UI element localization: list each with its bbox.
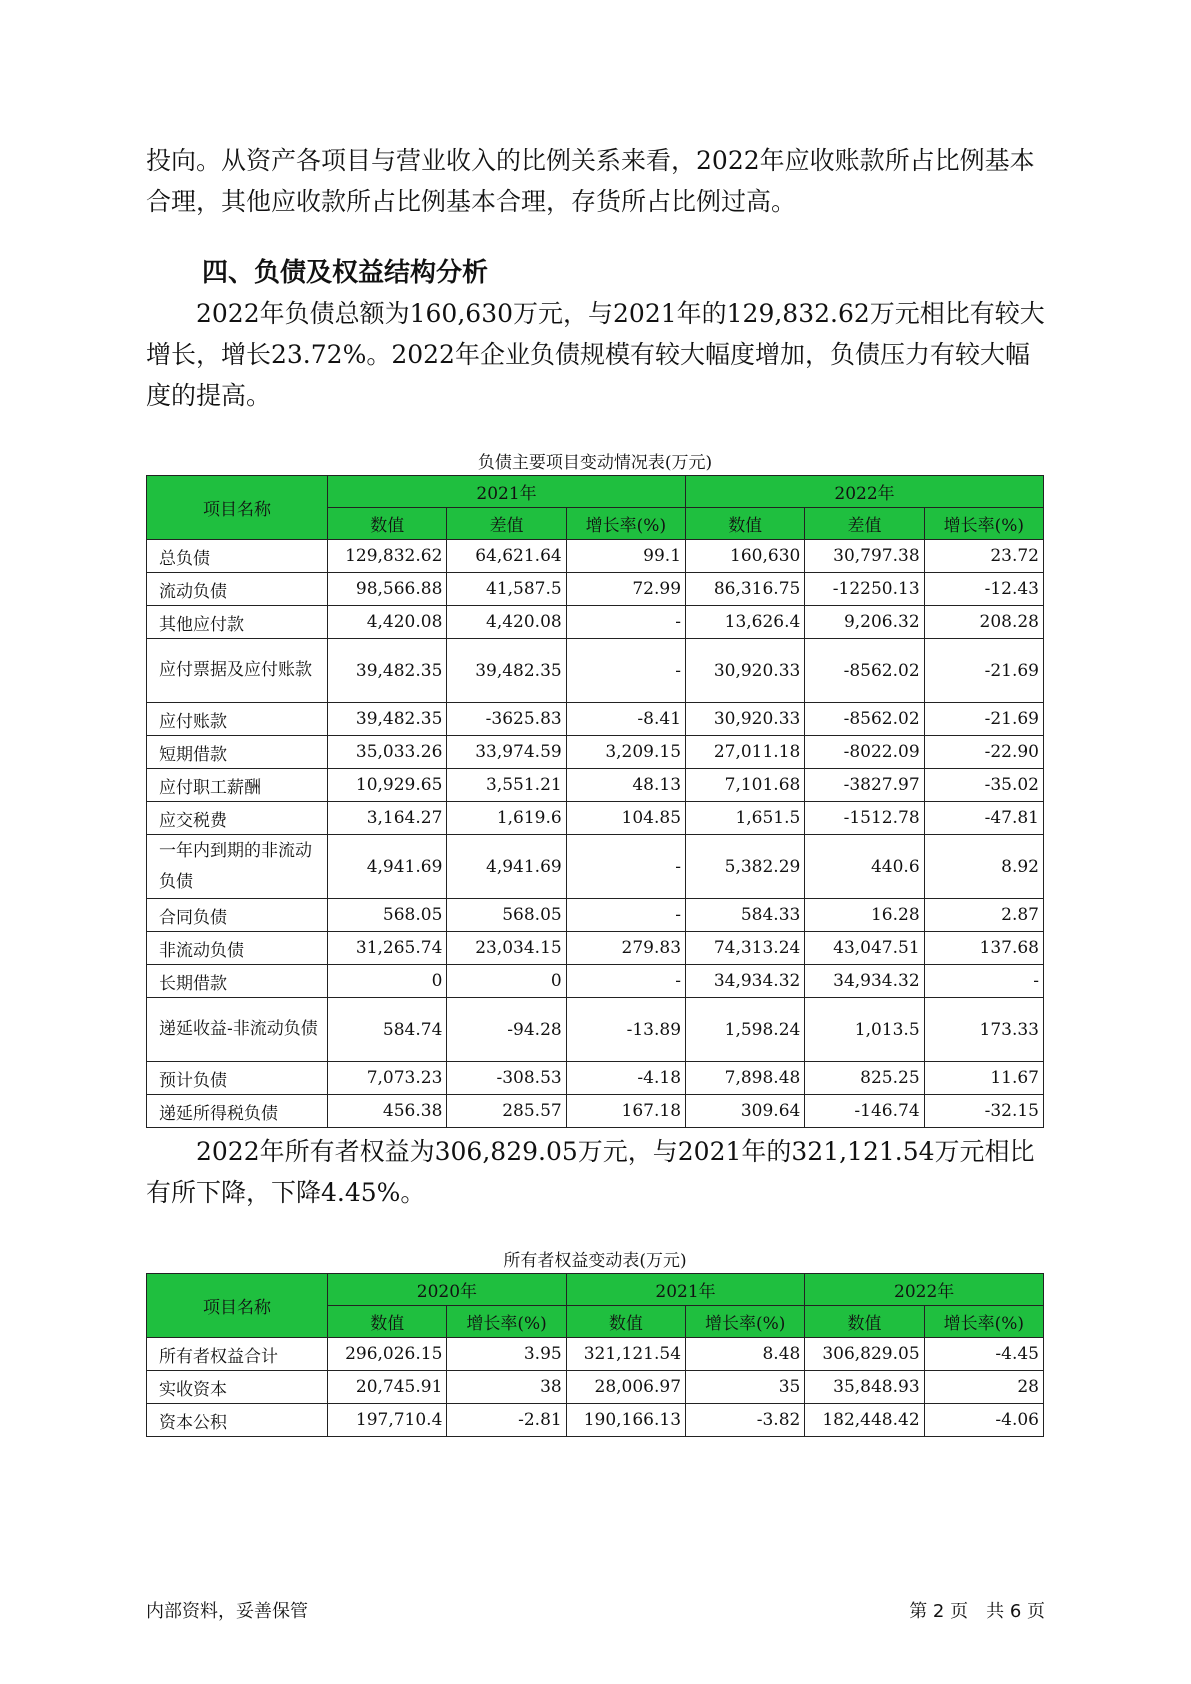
equity-sub-header: 增长率(%)	[924, 1306, 1043, 1338]
equity-year-header: 2020年	[328, 1274, 567, 1306]
liability-table-cell: 309.64	[686, 1095, 805, 1128]
equity-table-cell: 296,026.15	[328, 1338, 447, 1371]
footer-page-number: 第 2 页 共 6 页	[909, 1601, 1045, 1622]
liability-table-cell: 98,566.88	[328, 573, 447, 606]
equity-table-body	[147, 1338, 1044, 1437]
equity-table-cell: -4.06	[924, 1404, 1043, 1437]
equity-table-row	[147, 1338, 1044, 1371]
equity-table-row-name: 资本公积	[147, 1404, 328, 1437]
liability-table-row	[147, 639, 1044, 703]
liability-table-cell: -	[566, 965, 685, 998]
liability-table-row	[147, 573, 1044, 606]
equity-table-row	[147, 1404, 1044, 1437]
equity-name-header: 项目名称	[147, 1274, 328, 1338]
liability-table-row-name: 总负债	[147, 540, 328, 573]
equity-sub-header: 数值	[805, 1306, 924, 1338]
equity-table-cell: -3.82	[686, 1404, 805, 1437]
liability-table-cell: 5,382.29	[686, 835, 805, 899]
liability-table-cell: -	[566, 899, 685, 932]
liability-table-cell: 1,598.24	[686, 998, 805, 1062]
liability-table-cell: 9,206.32	[805, 606, 924, 639]
liability-table-cell: -47.81	[924, 802, 1043, 835]
liability-table-cell: 7,101.68	[686, 769, 805, 802]
liability-table-row-name: 短期借款	[147, 736, 328, 769]
liability-table-cell: 23.72	[924, 540, 1043, 573]
liability-table-cell: 4,941.69	[447, 835, 566, 899]
liability-table-row-name: 应付账款	[147, 703, 328, 736]
liability-table-row-name: 流动负债	[147, 573, 328, 606]
liability-table-cell: 0	[447, 965, 566, 998]
liability-table-cell: -13.89	[566, 998, 685, 1062]
liability-table-cell: 129,832.62	[328, 540, 447, 573]
liability-table-row	[147, 1062, 1044, 1095]
liability-table-cell: 3,164.27	[328, 802, 447, 835]
equity-sub-header: 数值	[328, 1306, 447, 1338]
liability-table-row	[147, 540, 1044, 573]
liability-table-row-name: 递延收益-非流动负债	[147, 998, 328, 1062]
liability-table-cell: 2.87	[924, 899, 1043, 932]
liability-table-cell: 48.13	[566, 769, 685, 802]
liability-table-cell: -	[566, 835, 685, 899]
liability-table-cell: 279.83	[566, 932, 685, 965]
liability-sub-header: 数值	[686, 508, 805, 540]
liability-table-cell: 30,920.33	[686, 703, 805, 736]
liability-sub-header: 增长率(%)	[566, 508, 685, 540]
liability-table-row	[147, 932, 1044, 965]
liability-table-row-name: 应付票据及应付账款	[147, 639, 328, 703]
liability-table-cell: -21.69	[924, 703, 1043, 736]
liability-table-cell: 41,587.5	[447, 573, 566, 606]
liability-table-cell: 7,073.23	[328, 1062, 447, 1095]
liability-table-cell: 137.68	[924, 932, 1043, 965]
liability-table-cell: -1512.78	[805, 802, 924, 835]
liability-name-header: 项目名称	[147, 476, 328, 540]
equity-table-cell: 35	[686, 1371, 805, 1404]
liability-table-cell: 30,797.38	[805, 540, 924, 573]
equity-table-cell: -2.81	[447, 1404, 566, 1437]
liability-table-cell: -8.41	[566, 703, 685, 736]
equity-table-cell: 28	[924, 1371, 1043, 1404]
liability-table-cell: -8022.09	[805, 736, 924, 769]
liability-table-row	[147, 965, 1044, 998]
liability-table-cell: -94.28	[447, 998, 566, 1062]
equity-table-cell: 35,848.93	[805, 1371, 924, 1404]
equity-paragraph: 2022年所有者权益为306,829.05万元，与2021年的321,121.54万元相比有所下降，下降4.45%。	[146, 1137, 1035, 1207]
liability-table-cell: 30,920.33	[686, 639, 805, 703]
liability-table-caption: 负债主要项目变动情况表(万元)	[477, 453, 713, 473]
liability-table-row	[147, 802, 1044, 835]
equity-table-cell: -4.45	[924, 1338, 1043, 1371]
liability-table-cell: 167.18	[566, 1095, 685, 1128]
liability-table-cell: 456.38	[328, 1095, 447, 1128]
equity-table-cell: 3.95	[447, 1338, 566, 1371]
liability-table-cell: -22.90	[924, 736, 1043, 769]
liability-table-cell: 4,941.69	[328, 835, 447, 899]
liability-table-cell: 825.25	[805, 1062, 924, 1095]
equity-sub-header: 数值	[566, 1306, 685, 1338]
liability-table-cell: 173.33	[924, 998, 1043, 1062]
liability-table-row-name: 长期借款	[147, 965, 328, 998]
equity-year-header: 2021年	[566, 1274, 805, 1306]
equity-table-cell: 20,745.91	[328, 1371, 447, 1404]
liability-table-cell: -	[924, 965, 1043, 998]
liability-table-cell: 0	[328, 965, 447, 998]
liability-table-row	[147, 736, 1044, 769]
liability-table-cell: 3,551.21	[447, 769, 566, 802]
liability-table-row	[147, 899, 1044, 932]
equity-table-row	[147, 1371, 1044, 1404]
liability-table-body	[147, 540, 1044, 1128]
liability-table-cell: -8562.02	[805, 639, 924, 703]
liability-table-cell: 27,011.18	[686, 736, 805, 769]
liability-table-cell: 568.05	[447, 899, 566, 932]
liability-table-row-name: 一年内到期的非流动负债	[147, 835, 328, 899]
liability-table	[146, 475, 1044, 1128]
liability-table-cell: -32.15	[924, 1095, 1043, 1128]
liability-table-cell: 584.33	[686, 899, 805, 932]
liability-year-header: 2022年	[686, 476, 1044, 508]
liability-table-cell: 7,898.48	[686, 1062, 805, 1095]
liability-table-cell: 584.74	[328, 998, 447, 1062]
liability-table-cell: 39,482.35	[328, 703, 447, 736]
equity-table-cell: 28,006.97	[566, 1371, 685, 1404]
liability-table-cell: 13,626.4	[686, 606, 805, 639]
liability-table-row-name: 合同负债	[147, 899, 328, 932]
equity-table-caption: 所有者权益变动表(万元)	[503, 1251, 687, 1271]
liability-year-header: 2021年	[328, 476, 686, 508]
liability-table-cell: 1,013.5	[805, 998, 924, 1062]
section-heading: 四、负债及权益结构分析	[202, 258, 489, 288]
liability-table-cell: -8562.02	[805, 703, 924, 736]
liability-table-cell: -146.74	[805, 1095, 924, 1128]
equity-table-cell: 197,710.4	[328, 1404, 447, 1437]
liability-table-row	[147, 769, 1044, 802]
liability-table-cell: 11.67	[924, 1062, 1043, 1095]
liability-table-row	[147, 606, 1044, 639]
liability-table-cell: 23,034.15	[447, 932, 566, 965]
liability-table-cell: 1,619.6	[447, 802, 566, 835]
liability-table-row-name: 应付职工薪酬	[147, 769, 328, 802]
liability-table-cell: 4,420.08	[328, 606, 447, 639]
liability-table-row	[147, 703, 1044, 736]
liability-table-cell: 285.57	[447, 1095, 566, 1128]
liability-table-cell: -12250.13	[805, 573, 924, 606]
liability-table-cell: -	[566, 606, 685, 639]
liability-table-cell: 1,651.5	[686, 802, 805, 835]
equity-sub-header: 增长率(%)	[447, 1306, 566, 1338]
liability-table-cell: 568.05	[328, 899, 447, 932]
liability-table-cell: -	[566, 639, 685, 703]
liability-table-cell: -21.69	[924, 639, 1043, 703]
liability-table-row	[147, 998, 1044, 1062]
equity-table	[146, 1273, 1044, 1437]
liability-table-row-name: 应交税费	[147, 802, 328, 835]
liability-table-cell: 104.85	[566, 802, 685, 835]
liability-table-row	[147, 1095, 1044, 1128]
liability-paragraph: 2022年负债总额为160,630万元，与2021年的129,832.62万元相比有较大增长，增长23.72%。2022年企业负债规模有较大幅度增加，负债压力有较大幅度的提高。	[146, 299, 1045, 410]
equity-table-row-name: 实收资本	[147, 1371, 328, 1404]
liability-table-cell: -3827.97	[805, 769, 924, 802]
liability-table-cell: 440.6	[805, 835, 924, 899]
liability-sub-header: 差值	[447, 508, 566, 540]
liability-table-cell: 99.1	[566, 540, 685, 573]
intro-paragraph: 投向。从资产各项目与营业收入的比例关系来看，2022年应收账款所占比例基本合理，其他应收款所占比例基本合理，存货所占比例过高。	[146, 146, 1035, 216]
liability-table-cell: 3,209.15	[566, 736, 685, 769]
liability-table-cell: 31,265.74	[328, 932, 447, 965]
footer-confidential-note: 内部资料，妥善保管	[146, 1601, 308, 1622]
liability-table-cell: 8.92	[924, 835, 1043, 899]
liability-table-cell: 10,929.65	[328, 769, 447, 802]
liability-table-cell: 43,047.51	[805, 932, 924, 965]
liability-table-cell: 39,482.35	[328, 639, 447, 703]
equity-year-header: 2022年	[805, 1274, 1044, 1306]
liability-sub-header: 数值	[328, 508, 447, 540]
equity-sub-header: 增长率(%)	[686, 1306, 805, 1338]
equity-table-cell: 38	[447, 1371, 566, 1404]
equity-table-cell: 8.48	[686, 1338, 805, 1371]
equity-table-cell: 306,829.05	[805, 1338, 924, 1371]
liability-table-row-name: 递延所得税负债	[147, 1095, 328, 1128]
liability-table-cell: 86,316.75	[686, 573, 805, 606]
liability-table-cell: 208.28	[924, 606, 1043, 639]
liability-sub-header: 增长率(%)	[924, 508, 1043, 540]
liability-table-cell: 34,934.32	[686, 965, 805, 998]
liability-table-row-name: 非流动负债	[147, 932, 328, 965]
liability-table-cell: 64,621.64	[447, 540, 566, 573]
liability-table-cell: 16.28	[805, 899, 924, 932]
liability-table-cell: 4,420.08	[447, 606, 566, 639]
liability-table-row	[147, 835, 1044, 899]
equity-table-cell: 321,121.54	[566, 1338, 685, 1371]
liability-table-cell: 72.99	[566, 573, 685, 606]
liability-table-cell: -308.53	[447, 1062, 566, 1095]
liability-table-cell: 34,934.32	[805, 965, 924, 998]
liability-table-cell: -3625.83	[447, 703, 566, 736]
equity-table-cell: 182,448.42	[805, 1404, 924, 1437]
liability-table-cell: 160,630	[686, 540, 805, 573]
liability-table-row-name: 预计负债	[147, 1062, 328, 1095]
liability-table-cell: 39,482.35	[447, 639, 566, 703]
equity-table-cell: 190,166.13	[566, 1404, 685, 1437]
liability-sub-header: 差值	[805, 508, 924, 540]
liability-table-cell: 33,974.59	[447, 736, 566, 769]
equity-table-row-name: 所有者权益合计	[147, 1338, 328, 1371]
liability-table-cell: 35,033.26	[328, 736, 447, 769]
liability-table-cell: -12.43	[924, 573, 1043, 606]
liability-table-cell: -4.18	[566, 1062, 685, 1095]
liability-table-row-name: 其他应付款	[147, 606, 328, 639]
liability-table-cell: 74,313.24	[686, 932, 805, 965]
liability-table-cell: -35.02	[924, 769, 1043, 802]
